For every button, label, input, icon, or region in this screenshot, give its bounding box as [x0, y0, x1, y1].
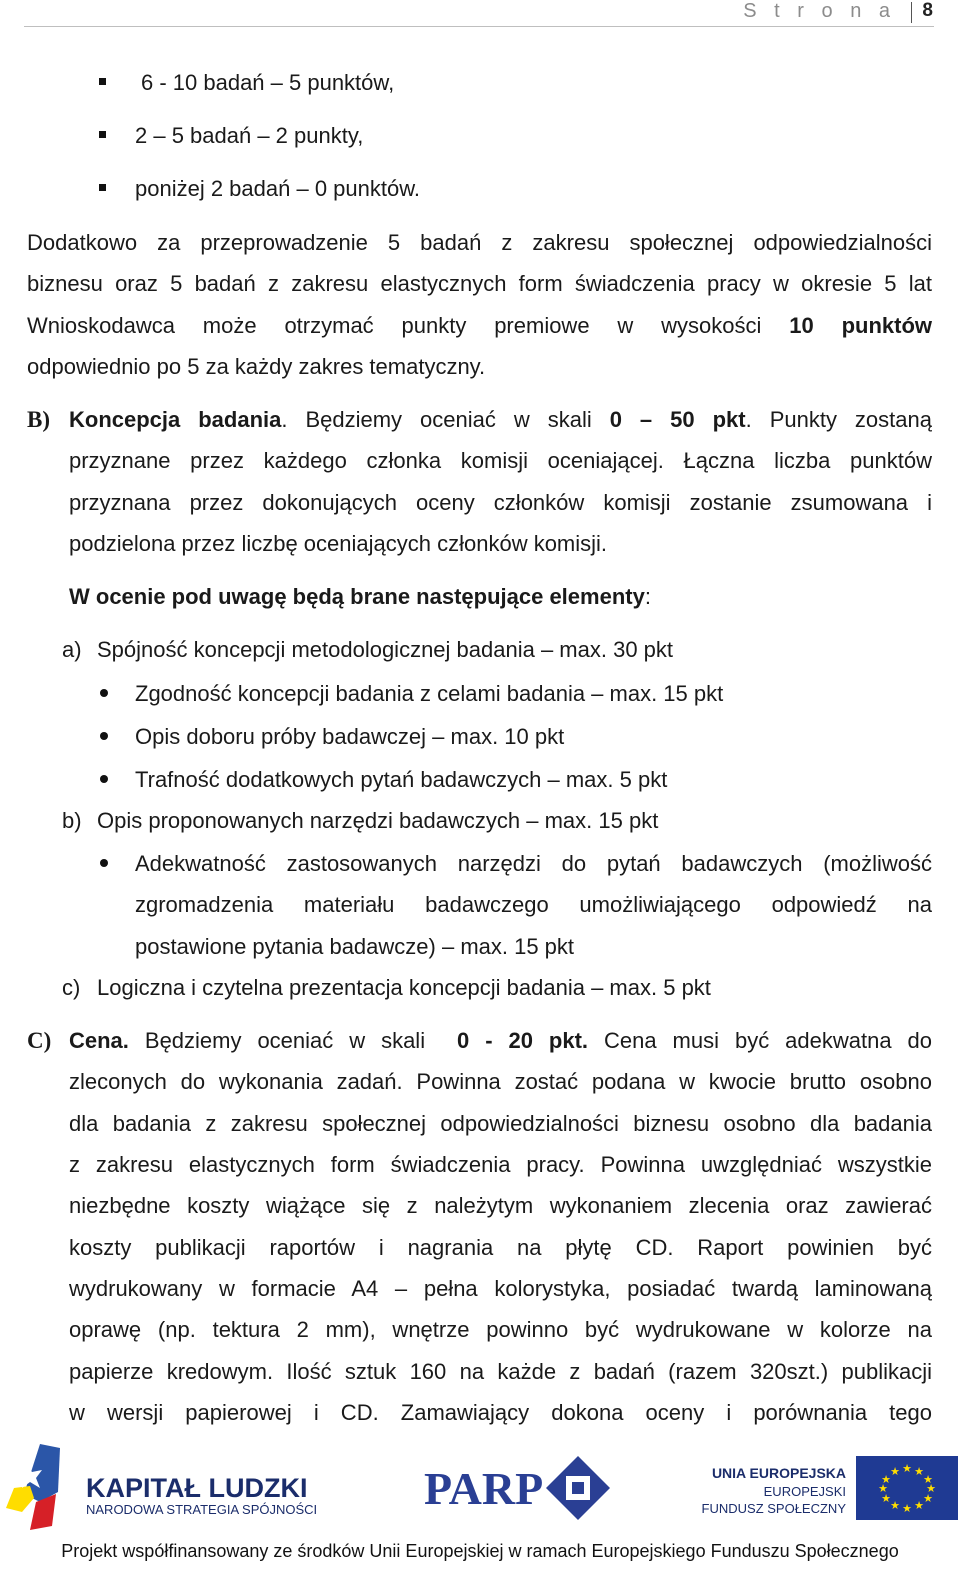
- paragraph-line: papierze kredowym. Ilość sztuk 160 na każde z badań (razem 320szt.) publikacji: [69, 1359, 932, 1384]
- square-bullet-icon: [99, 184, 106, 191]
- square-bullet-icon: [99, 78, 106, 85]
- paragraph-line: biznesu oraz 5 badań z zakresu elastycznych form świadczenia pracy w okresie 5 lat: [27, 271, 932, 296]
- list-item: Spójność koncepcji metodologicznej badania – max. 30 pkt: [97, 637, 674, 662]
- square-bullet-icon: [99, 131, 106, 138]
- page-label: S t r o n a: [743, 0, 896, 22]
- section-title-line: Cena. Będziemy oceniać w skali 0 - 20 pkt. Cena musi być adekwatna do: [69, 1028, 932, 1053]
- svg-text:PARP: PARP: [424, 1463, 544, 1514]
- svg-text:★: ★: [902, 1502, 912, 1515]
- list-marker: a): [62, 637, 82, 662]
- kapital-ludzki-logo: [6, 1442, 317, 1530]
- svg-text:★: ★: [890, 1499, 900, 1512]
- paragraph-line: przyznana przez dokonujących oceny członków komisji zostanie zsumowana i: [69, 490, 932, 515]
- svg-text:★: ★: [881, 1492, 891, 1505]
- list-marker: c): [62, 975, 81, 1000]
- paragraph-line: Wnioskodawca może otrzymać punkty premiowe w wysokości 10 punktów: [27, 313, 932, 338]
- svg-text:★: ★: [890, 1465, 900, 1478]
- svg-text:★: ★: [923, 1473, 933, 1486]
- svg-text:★: ★: [878, 1482, 888, 1495]
- round-bullet-icon: [100, 732, 108, 740]
- criteria-heading: W ocenie pod uwagę będą brane następujące elementy:: [69, 584, 651, 609]
- paragraph-line: koszty publikacji raportów i nagrania na płytę CD. Raport powinien być: [69, 1235, 932, 1260]
- svg-text:★: ★: [902, 1462, 912, 1475]
- paragraph-line: oprawę (np. tektura 2 mm), wnętrze powinno być wydrukowane w kolorze na: [69, 1317, 932, 1342]
- round-bullet-icon: [100, 775, 108, 783]
- svg-text:KAPITAŁ LUDZKI: KAPITAŁ LUDZKI: [86, 1473, 308, 1503]
- svg-text:★: ★: [914, 1499, 924, 1512]
- round-bullet-icon: [100, 859, 108, 867]
- paragraph-line: przyznane przez każdego członka komisji oceniającej. Łączna liczba punktów: [69, 448, 932, 473]
- svg-text:NARODOWA STRATEGIA SPÓJNOŚCI: NARODOWA STRATEGIA SPÓJNOŚCI: [86, 1502, 318, 1517]
- paragraph-line: w wersji papierowej i CD. Zamawiający dokona oceny i porównania tego: [69, 1400, 932, 1425]
- page-number: 8: [922, 0, 933, 21]
- header-rule: [24, 26, 934, 27]
- paragraph-line: Dodatkowo za przeprowadzenie 5 badań z zakresu społecznej odpowiedzialności: [27, 230, 932, 255]
- list-item: Zgodność koncepcji badania z celami badania – max. 15 pkt: [135, 681, 724, 706]
- list-item: Trafność dodatkowych pytań badawczych – max. 5 pkt: [135, 767, 668, 792]
- page-header: [0, 0, 960, 28]
- svg-text:★: ★: [881, 1473, 891, 1486]
- svg-text:FUNDUSZ SPOŁECZNY: FUNDUSZ SPOŁECZNY: [701, 1501, 846, 1516]
- paragraph-line: podzielona przez liczbę oceniających członków komisji.: [69, 531, 608, 556]
- paragraph-line: dla badania z zakresu społecznej odpowiedzialności biznesu osobno dla badania: [69, 1111, 932, 1136]
- footer-logos-graphic: [0, 1442, 960, 1532]
- section-title-line: Koncepcja badania. Będziemy oceniać w skali 0 – 50 pkt. Punkty zostaną: [69, 407, 932, 432]
- list-item-line: zgromadzenia materiału badawczego umożliwiającego odpowiedź na: [135, 892, 932, 917]
- svg-text:★: ★: [914, 1465, 924, 1478]
- list-item: 6 - 10 badań – 5 punktów,: [141, 70, 395, 95]
- svg-text:EUROPEJSKI: EUROPEJSKI: [763, 1484, 846, 1499]
- paragraph-line: wydrukowany w formacie A4 – pełna kolorystyka, posiadać twardą laminowaną: [69, 1276, 932, 1301]
- eu-efs-logo: [702, 1456, 958, 1520]
- list-item: poniżej 2 badań – 0 punktów.: [135, 176, 421, 201]
- paragraph-line: z zakresu elastycznych form świadczenia pracy. Powinna uwzględniać wszystkie: [69, 1152, 932, 1177]
- svg-text:★: ★: [923, 1492, 933, 1505]
- parp-logo: [424, 1456, 610, 1520]
- paragraph-line: zleconych do wykonania zadań. Powinna zostać podana w kwocie brutto osobno: [69, 1069, 932, 1094]
- list-item: Opis proponowanych narzędzi badawczych – max. 15 pkt: [97, 808, 659, 833]
- svg-text:★: ★: [926, 1482, 936, 1495]
- footer-logos: [0, 1442, 960, 1532]
- paragraph-line: odpowiednio po 5 za każdy zakres tematyczny.: [27, 354, 486, 379]
- footer-cofinancing-note: Projekt współfinansowany ze środków Unii Europejskiej w ramach Europejskiego Funduszu Społecznego: [61, 1541, 899, 1561]
- list-item: 2 – 5 badań – 2 punkty,: [135, 123, 364, 148]
- list-item-line: Adekwatność zastosowanych narzędzi do pytań badawczych (możliwość: [135, 851, 932, 876]
- paragraph-line: niezbędne koszty wiążące się z należytym wykonaniem zlecenia oraz zawierać: [69, 1193, 932, 1218]
- list-item-line: postawione pytania badawcze) – max. 15 pkt: [135, 934, 575, 959]
- section-letter: C): [27, 1028, 52, 1053]
- list-marker: b): [62, 808, 82, 833]
- page-separator: [911, 2, 912, 23]
- section-letter: B): [27, 407, 50, 432]
- list-item: Opis doboru próby badawczej – max. 10 pkt: [135, 724, 565, 749]
- round-bullet-icon: [100, 689, 108, 697]
- list-item: Logiczna i czytelna prezentacja koncepcji badania – max. 5 pkt: [97, 975, 711, 1000]
- svg-text:UNIA EUROPEJSKA: UNIA EUROPEJSKA: [711, 1465, 846, 1481]
